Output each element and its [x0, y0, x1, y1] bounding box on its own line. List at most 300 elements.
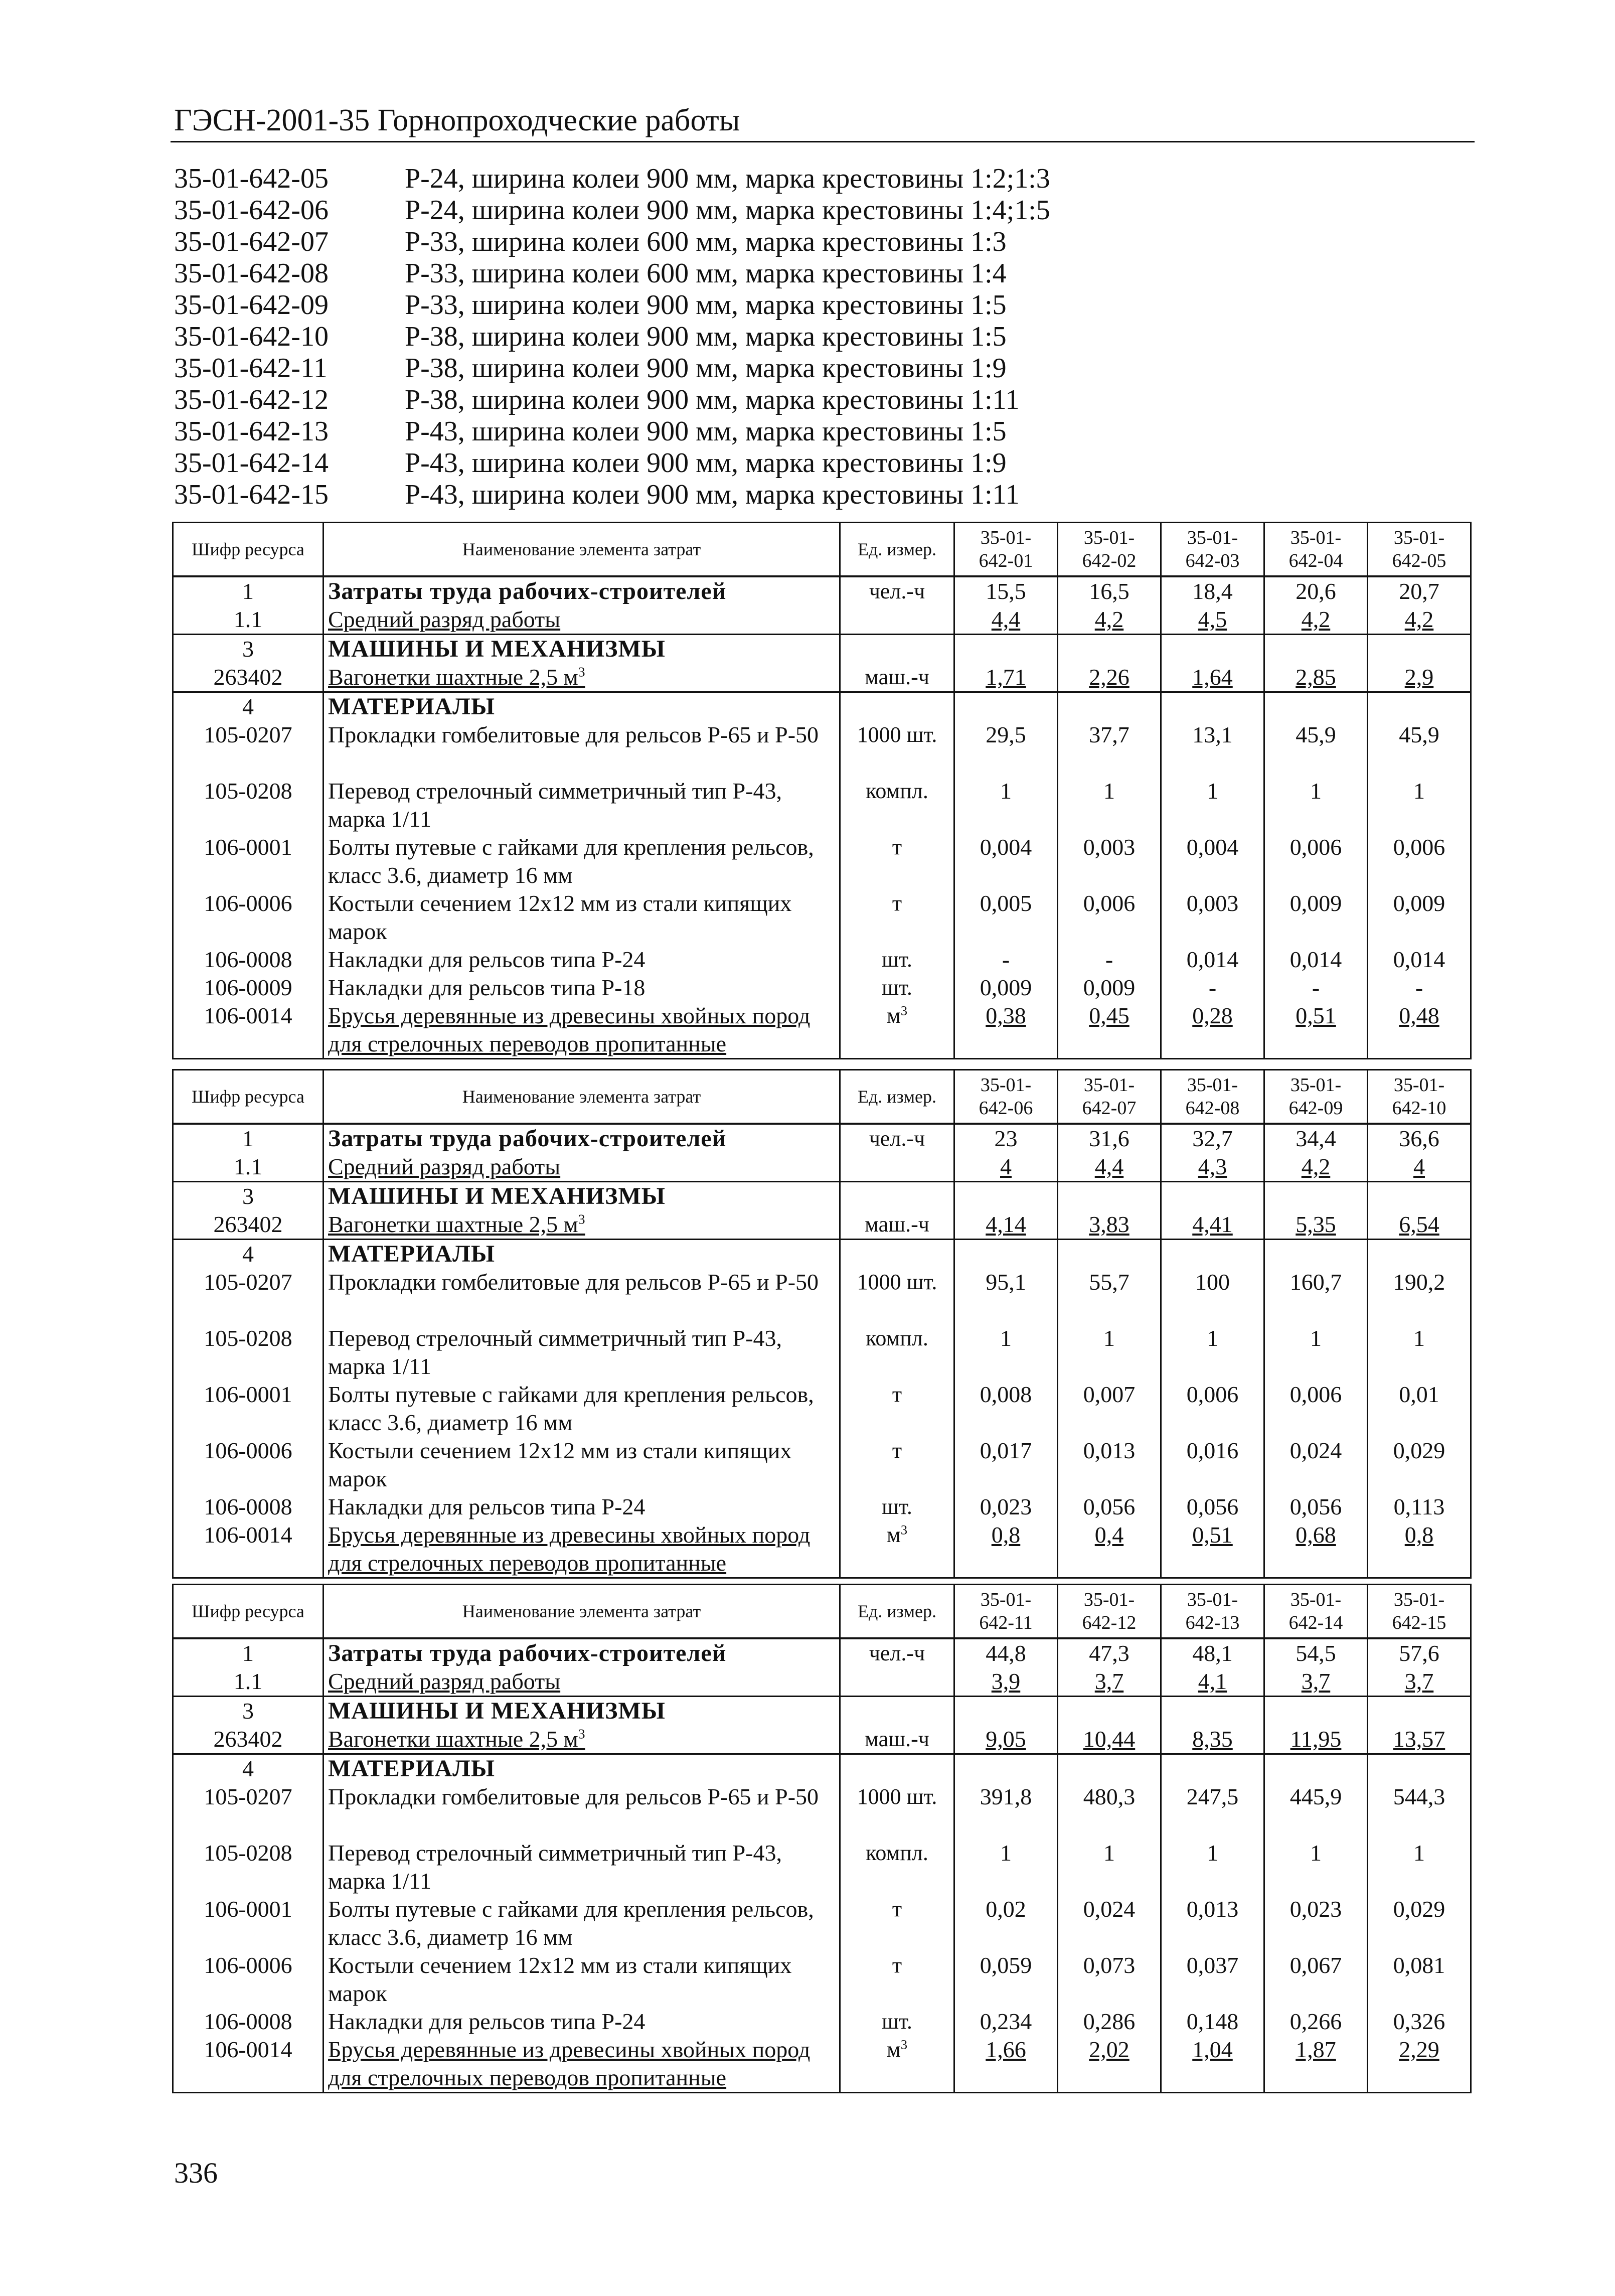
norm-value: 4: [954, 1153, 1058, 1182]
table-row: [173, 833, 1471, 889]
norm-value: 445,9: [1264, 1783, 1368, 1839]
norm-description: Р-43, ширина колеи 900 мм, марка крестовины 1:11: [405, 479, 1020, 510]
norm-value: 16,5: [1058, 576, 1161, 605]
norm-value: 4,3: [1161, 1153, 1264, 1182]
element-name: МАТЕРИАЛЫ: [324, 1240, 840, 1269]
element-name: Брусья деревянные из древесины хвойных пород для стрелочных переводов пропитанные: [324, 1521, 840, 1578]
norm-value: -: [1368, 974, 1471, 1002]
norm-value: [1264, 1754, 1368, 1783]
header-resource-code: Шифр ресурса: [173, 1585, 324, 1639]
norm-value: 3,7: [1264, 1667, 1368, 1697]
resource-code: 106-0006: [173, 889, 324, 946]
header-norm-code-top: 35-01-: [1083, 527, 1135, 548]
header-norm-code: [1368, 523, 1471, 577]
norm-value: 0,51: [1264, 1002, 1368, 1059]
norm-value: 0,024: [1264, 1437, 1368, 1493]
resource-code: 106-0006: [173, 1951, 324, 2008]
norm-value: 0,017: [954, 1437, 1058, 1493]
norm-value: 2,85: [1264, 663, 1368, 692]
unit: [840, 1521, 954, 1578]
norm-value: 0,286: [1058, 2008, 1161, 2036]
code-list-item: [174, 258, 1428, 289]
element-name: МАШИНЫ И МЕХАНИЗМЫ: [324, 1182, 840, 1211]
norm-value: 0,006: [1161, 1381, 1264, 1437]
page-header-title: ГЭСН-2001-35 Горнопроходческие работы: [174, 103, 740, 137]
element-name: МАТЕРИАЛЫ: [324, 692, 840, 721]
norm-value: 31,6: [1058, 1124, 1161, 1153]
norm-value: 0,8: [1368, 1521, 1471, 1578]
norm-value: 4,4: [954, 605, 1058, 635]
norm-value: 4,1: [1161, 1667, 1264, 1697]
table-row: [173, 1324, 1471, 1381]
norm-value: 0,005: [954, 889, 1058, 946]
unit: чел.-ч: [840, 1124, 954, 1153]
unit: 1000 шт.: [840, 721, 954, 777]
element-name: Средний разряд работы: [324, 605, 840, 635]
header-norm-code-bottom: 642-15: [1392, 1612, 1446, 1633]
norm-code: 35-01-642-07: [174, 226, 329, 257]
unit: компл.: [840, 1324, 954, 1381]
header-norm-code-bottom: 642-08: [1185, 1098, 1240, 1119]
norm-value: -: [1058, 946, 1161, 974]
code-list-item: [174, 384, 1428, 416]
header-norm-code-bottom: 642-09: [1288, 1098, 1343, 1119]
table-row: [173, 1381, 1471, 1437]
table-row: [173, 1124, 1471, 1153]
resource-code: 106-0001: [173, 1381, 324, 1437]
norm-value: 6,54: [1368, 1210, 1471, 1240]
norm-value: 0,024: [1058, 1895, 1161, 1951]
norm-value: 1: [954, 777, 1058, 833]
element-name: Брусья деревянные из древесины хвойных пород для стрелочных переводов пропитанные: [324, 2036, 840, 2093]
norm-value: -: [954, 946, 1058, 974]
norm-value: 190,2: [1368, 1268, 1471, 1324]
norm-value: [954, 1754, 1058, 1783]
table-row: [173, 946, 1471, 974]
resource-code: 106-0001: [173, 833, 324, 889]
norm-value: 1: [1161, 1324, 1264, 1381]
header-norm-code: [1368, 1585, 1471, 1639]
resource-code: 106-0001: [173, 1895, 324, 1951]
norm-code: 35-01-642-10: [174, 321, 329, 352]
resource-code: 106-0014: [173, 1002, 324, 1059]
norm-value: 0,004: [1161, 833, 1264, 889]
norm-value: [1368, 635, 1471, 664]
table-row: [173, 1437, 1471, 1493]
header-element-name: Наименование элемента затрат: [324, 1070, 840, 1124]
norm-value: 0,003: [1058, 833, 1161, 889]
norm-value: 54,5: [1264, 1638, 1368, 1667]
norm-value: [1368, 1754, 1471, 1783]
unit: 1000 шт.: [840, 1783, 954, 1839]
table-row: [173, 1783, 1471, 1839]
table-row: [173, 1839, 1471, 1895]
norm-value: 247,5: [1161, 1783, 1264, 1839]
norm-value: 0,8: [954, 1521, 1058, 1578]
norm-value: 0,056: [1058, 1493, 1161, 1521]
table-header-row: [173, 523, 1471, 577]
header-norm-code-top: 35-01-: [980, 1075, 1032, 1096]
norm-value: 4,14: [954, 1210, 1058, 1240]
norm-value: 0,081: [1368, 1951, 1471, 2008]
element-name-text: Вагонетки шахтные 2,5 м: [328, 664, 578, 690]
norm-description: Р-38, ширина колеи 900 мм, марка крестовины 1:5: [405, 321, 1007, 352]
unit: т: [840, 889, 954, 946]
norm-value: 544,3: [1368, 1783, 1471, 1839]
norm-value: 13,57: [1368, 1725, 1471, 1754]
norm-value: 0,38: [954, 1002, 1058, 1059]
norm-value: 0,68: [1264, 1521, 1368, 1578]
norm-value: 0,014: [1368, 946, 1471, 974]
norm-code: 35-01-642-13: [174, 416, 329, 447]
resource-code: 105-0207: [173, 1783, 324, 1839]
table-row: [173, 1493, 1471, 1521]
norm-value: 0,113: [1368, 1493, 1471, 1521]
resource-code: 105-0208: [173, 777, 324, 833]
norm-value: 57,6: [1368, 1638, 1471, 1667]
norm-value: 1: [1264, 1839, 1368, 1895]
table-header-row: [173, 1585, 1471, 1639]
code-list-item: [174, 416, 1428, 447]
code-list-item: [174, 353, 1428, 384]
norm-value: 0,4: [1058, 1521, 1161, 1578]
norm-description: Р-43, ширина колеи 900 мм, марка крестовины 1:5: [405, 416, 1007, 447]
resource-code: 106-0008: [173, 946, 324, 974]
norm-value: 5,35: [1264, 1210, 1368, 1240]
norm-description: Р-33, ширина колеи 600 мм, марка крестовины 1:4: [405, 258, 1007, 289]
norm-code: 35-01-642-05: [174, 163, 329, 194]
header-norm-code-top: 35-01-: [1393, 1075, 1445, 1096]
norm-value: [1058, 1240, 1161, 1269]
norm-value: 95,1: [954, 1268, 1058, 1324]
norm-value: 0,004: [954, 833, 1058, 889]
norm-value: 0,006: [1264, 1381, 1368, 1437]
norm-value: [954, 1182, 1058, 1211]
norm-value: 0,009: [1368, 889, 1471, 946]
header-norm-code-top: 35-01-: [980, 527, 1032, 548]
norm-value: 0,02: [954, 1895, 1058, 1951]
norm-value: 4,41: [1161, 1210, 1264, 1240]
table-row: [173, 1638, 1471, 1667]
unit-superscript: 3: [900, 1522, 908, 1538]
resource-code: 106-0008: [173, 2008, 324, 2036]
header-norm-code: [1368, 1070, 1471, 1124]
header-norm-code-bottom: 642-03: [1185, 550, 1240, 571]
table-row: [173, 1521, 1471, 1578]
norm-value: [1058, 692, 1161, 721]
norm-description: Р-43, ширина колеи 900 мм, марка крестовины 1:9: [405, 447, 1007, 479]
norm-value: 55,7: [1058, 1268, 1161, 1324]
norm-value: 36,6: [1368, 1124, 1471, 1153]
norm-value: 1: [1058, 1839, 1161, 1895]
norm-value: 2,29: [1368, 2036, 1471, 2093]
header-norm-code-top: 35-01-: [1290, 527, 1342, 548]
table-row: [173, 1153, 1471, 1182]
resource-code: 1: [173, 1124, 324, 1153]
header-norm-code: [1058, 1070, 1161, 1124]
unit: т: [840, 833, 954, 889]
resource-code: 1: [173, 576, 324, 605]
header-norm-code-bottom: 642-01: [979, 550, 1033, 571]
element-name-superscript: 3: [578, 664, 585, 680]
table-row: [173, 605, 1471, 635]
norm-value: [954, 1697, 1058, 1726]
header-norm-code-top: 35-01-: [1187, 1075, 1238, 1096]
norm-value: [1368, 692, 1471, 721]
norm-description: Р-33, ширина колеи 600 мм, марка крестовины 1:3: [405, 226, 1007, 257]
norm-code: 35-01-642-09: [174, 289, 329, 321]
element-name: Накладки для рельсов типа Р-24: [324, 1493, 840, 1521]
norm-value: 0,266: [1264, 2008, 1368, 2036]
table-row: [173, 721, 1471, 777]
norm-value: 0,013: [1161, 1895, 1264, 1951]
element-name: Затраты труда рабочих-строителей: [324, 576, 840, 605]
header-norm-code: [1058, 523, 1161, 577]
unit: [840, 635, 954, 664]
resource-code: 4: [173, 692, 324, 721]
header-resource-code: Шифр ресурса: [173, 523, 324, 577]
table-row: [173, 2036, 1471, 2093]
norm-value: 1: [1368, 1839, 1471, 1895]
norm-value: 0,006: [1368, 833, 1471, 889]
norm-value: 32,7: [1161, 1124, 1264, 1153]
element-name-text: Вагонетки шахтные 2,5 м: [328, 1211, 578, 1237]
norm-description: Р-24, ширина колеи 900 мм, марка крестовины 1:2;1:3: [405, 163, 1050, 194]
header-norm-code-bottom: 642-05: [1392, 550, 1446, 571]
norm-value: 0,007: [1058, 1381, 1161, 1437]
element-name: Прокладки гомбелитовые для рельсов Р-65 и Р-50: [324, 1268, 840, 1324]
element-name: Накладки для рельсов типа Р-18: [324, 974, 840, 1002]
norm-value: 2,26: [1058, 663, 1161, 692]
element-name: Прокладки гомбелитовые для рельсов Р-65 и Р-50: [324, 1783, 840, 1839]
norm-value: 391,8: [954, 1783, 1058, 1839]
norm-value: 23: [954, 1124, 1058, 1153]
unit: [840, 692, 954, 721]
norm-value: 48,1: [1161, 1638, 1264, 1667]
norm-value: 20,7: [1368, 576, 1471, 605]
resource-code: 1: [173, 1638, 324, 1667]
header-element-name: Наименование элемента затрат: [324, 1585, 840, 1639]
norm-value: 0,009: [1058, 974, 1161, 1002]
norm-value: [1058, 635, 1161, 664]
norm-value: [954, 635, 1058, 664]
norm-code: 35-01-642-15: [174, 479, 329, 510]
norm-value: [1264, 692, 1368, 721]
norm-value: [1161, 1754, 1264, 1783]
unit: [840, 1754, 954, 1783]
resource-code: 3: [173, 635, 324, 664]
norm-value: [954, 692, 1058, 721]
norm-value: [1161, 692, 1264, 721]
norm-value: 9,05: [954, 1725, 1058, 1754]
norm-value: -: [1161, 974, 1264, 1002]
unit: [840, 1153, 954, 1182]
norm-value: 0,059: [954, 1951, 1058, 2008]
unit: [840, 2036, 954, 2093]
norm-code: 35-01-642-14: [174, 447, 329, 479]
unit: [840, 605, 954, 635]
norm-value: 0,45: [1058, 1002, 1161, 1059]
norm-value: 3,7: [1368, 1667, 1471, 1697]
element-name: Перевод стрелочный симметричный тип Р-43, марка 1/11: [324, 1839, 840, 1895]
norm-value: 160,7: [1264, 1268, 1368, 1324]
element-name-text: Вагонетки шахтные 2,5 м: [328, 1726, 578, 1752]
header-unit: Ед. измер.: [840, 523, 954, 577]
norm-value: 0,148: [1161, 2008, 1264, 2036]
unit: 1000 шт.: [840, 1268, 954, 1324]
element-name: МАШИНЫ И МЕХАНИЗМЫ: [324, 1697, 840, 1726]
table-header-row: [173, 1070, 1471, 1124]
norm-value: 13,1: [1161, 721, 1264, 777]
norm-value: [1161, 635, 1264, 664]
header-norm-code-top: 35-01-: [980, 1589, 1032, 1610]
element-name: МАТЕРИАЛЫ: [324, 1754, 840, 1783]
unit: [840, 1240, 954, 1269]
norm-value: [1161, 1182, 1264, 1211]
resource-code: 3: [173, 1697, 324, 1726]
header-norm-code: [954, 1070, 1058, 1124]
norm-value: [1368, 1182, 1471, 1211]
code-list-item: [174, 163, 1428, 195]
norm-value: 1,71: [954, 663, 1058, 692]
unit-text: м: [886, 2037, 901, 2062]
header-norm-code-top: 35-01-: [1393, 527, 1445, 548]
table-row: [173, 2008, 1471, 2036]
norm-value: 3,7: [1058, 1667, 1161, 1697]
norm-value: 0,006: [1264, 833, 1368, 889]
norm-value: [1058, 1182, 1161, 1211]
table-row: [173, 635, 1471, 664]
element-name: Затраты труда рабочих-строителей: [324, 1124, 840, 1153]
resource-code: 105-0207: [173, 721, 324, 777]
resource-code: 4: [173, 1754, 324, 1783]
resource-code: 263402: [173, 663, 324, 692]
element-name: Накладки для рельсов типа Р-24: [324, 2008, 840, 2036]
header-norm-code-top: 35-01-: [1393, 1589, 1445, 1610]
unit: [840, 1697, 954, 1726]
resource-code: 4: [173, 1240, 324, 1269]
unit: чел.-ч: [840, 576, 954, 605]
header-norm-code-top: 35-01-: [1083, 1589, 1135, 1610]
unit: компл.: [840, 1839, 954, 1895]
element-name: МАШИНЫ И МЕХАНИЗМЫ: [324, 635, 840, 664]
norm-value: 34,4: [1264, 1124, 1368, 1153]
header-norm-code-bottom: 642-13: [1185, 1612, 1240, 1633]
norm-value: 4: [1368, 1153, 1471, 1182]
norm-value: 3,83: [1058, 1210, 1161, 1240]
table-row: [173, 777, 1471, 833]
unit: [840, 1182, 954, 1211]
norm-value: 0,51: [1161, 1521, 1264, 1578]
header-norm-code-bottom: 642-07: [1082, 1098, 1137, 1119]
element-name: Перевод стрелочный симметричный тип Р-43, марка 1/11: [324, 1324, 840, 1381]
norm-value: 45,9: [1368, 721, 1471, 777]
norm-value: [1264, 1697, 1368, 1726]
norms-table-1: [172, 522, 1472, 1059]
element-name: [324, 663, 840, 692]
unit: т: [840, 1437, 954, 1493]
norm-value: 0,029: [1368, 1437, 1471, 1493]
norm-value: 47,3: [1058, 1638, 1161, 1667]
norm-value: 11,95: [1264, 1725, 1368, 1754]
header-norm-code: [954, 1585, 1058, 1639]
norm-value: [1161, 1697, 1264, 1726]
header-element-name: Наименование элемента затрат: [324, 523, 840, 577]
header-norm-code-top: 35-01-: [1187, 1589, 1238, 1610]
norm-value: 2,9: [1368, 663, 1471, 692]
norm-value: 3,9: [954, 1667, 1058, 1697]
element-name: Средний разряд работы: [324, 1153, 840, 1182]
norm-value: [1058, 1754, 1161, 1783]
norm-value: [1368, 1240, 1471, 1269]
norm-value: 0,016: [1161, 1437, 1264, 1493]
header-norm-code-top: 35-01-: [1290, 1589, 1342, 1610]
unit-text: м: [886, 1522, 901, 1547]
unit-text: м: [886, 1003, 901, 1028]
resource-code: 1.1: [173, 1153, 324, 1182]
table-row: [173, 1697, 1471, 1726]
table-row: [173, 1182, 1471, 1211]
unit: компл.: [840, 777, 954, 833]
code-list-item: [174, 289, 1428, 321]
resource-code: 1.1: [173, 605, 324, 635]
unit: шт.: [840, 974, 954, 1002]
header-norm-code: [1264, 523, 1368, 577]
element-name: Прокладки гомбелитовые для рельсов Р-65 и Р-50: [324, 721, 840, 777]
element-name: Затраты труда рабочих-строителей: [324, 1638, 840, 1667]
unit: т: [840, 1895, 954, 1951]
norm-value: 0,326: [1368, 2008, 1471, 2036]
element-name: Болты путевые с гайками для крепления рельсов, класс 3.6, диаметр 16 мм: [324, 1895, 840, 1951]
table-row: [173, 889, 1471, 946]
norm-value: 0,037: [1161, 1951, 1264, 2008]
header-norm-code: [1264, 1585, 1368, 1639]
norm-value: [1264, 1240, 1368, 1269]
norm-value: 18,4: [1161, 576, 1264, 605]
norm-value: 29,5: [954, 721, 1058, 777]
norm-value: 1,87: [1264, 2036, 1368, 2093]
norm-value: 0,029: [1368, 1895, 1471, 1951]
element-name-superscript: 3: [578, 1211, 585, 1227]
header-unit: Ед. измер.: [840, 1585, 954, 1639]
norm-value: 1,64: [1161, 663, 1264, 692]
norm-value: [1264, 1182, 1368, 1211]
norm-value: 0,006: [1058, 889, 1161, 946]
norm-value: 10,44: [1058, 1725, 1161, 1754]
norm-value: 0,014: [1264, 946, 1368, 974]
table-row: [173, 663, 1471, 692]
unit-superscript: 3: [900, 1003, 908, 1018]
header-norm-code: [1058, 1585, 1161, 1639]
header-norm-code: [1161, 1585, 1264, 1639]
table-row: [173, 576, 1471, 605]
element-name: Костыли сечением 12x12 мм из стали кипящих марок: [324, 1951, 840, 2008]
resource-code: 1.1: [173, 1667, 324, 1697]
header-norm-code-bottom: 642-02: [1082, 550, 1137, 571]
norm-value: [1058, 1697, 1161, 1726]
norm-value: 0,008: [954, 1381, 1058, 1437]
element-name: Костыли сечением 12x12 мм из стали кипящих марок: [324, 889, 840, 946]
element-name: Болты путевые с гайками для крепления рельсов, класс 3.6, диаметр 16 мм: [324, 1381, 840, 1437]
norm-value: 480,3: [1058, 1783, 1161, 1839]
unit: т: [840, 1951, 954, 2008]
norm-value: 4,5: [1161, 605, 1264, 635]
norm-code: 35-01-642-12: [174, 384, 329, 415]
norm-value: 0,056: [1264, 1493, 1368, 1521]
norm-description: Р-33, ширина колеи 900 мм, марка крестовины 1:5: [405, 289, 1007, 321]
unit-superscript: 3: [900, 2037, 908, 2052]
table-row: [173, 1895, 1471, 1951]
